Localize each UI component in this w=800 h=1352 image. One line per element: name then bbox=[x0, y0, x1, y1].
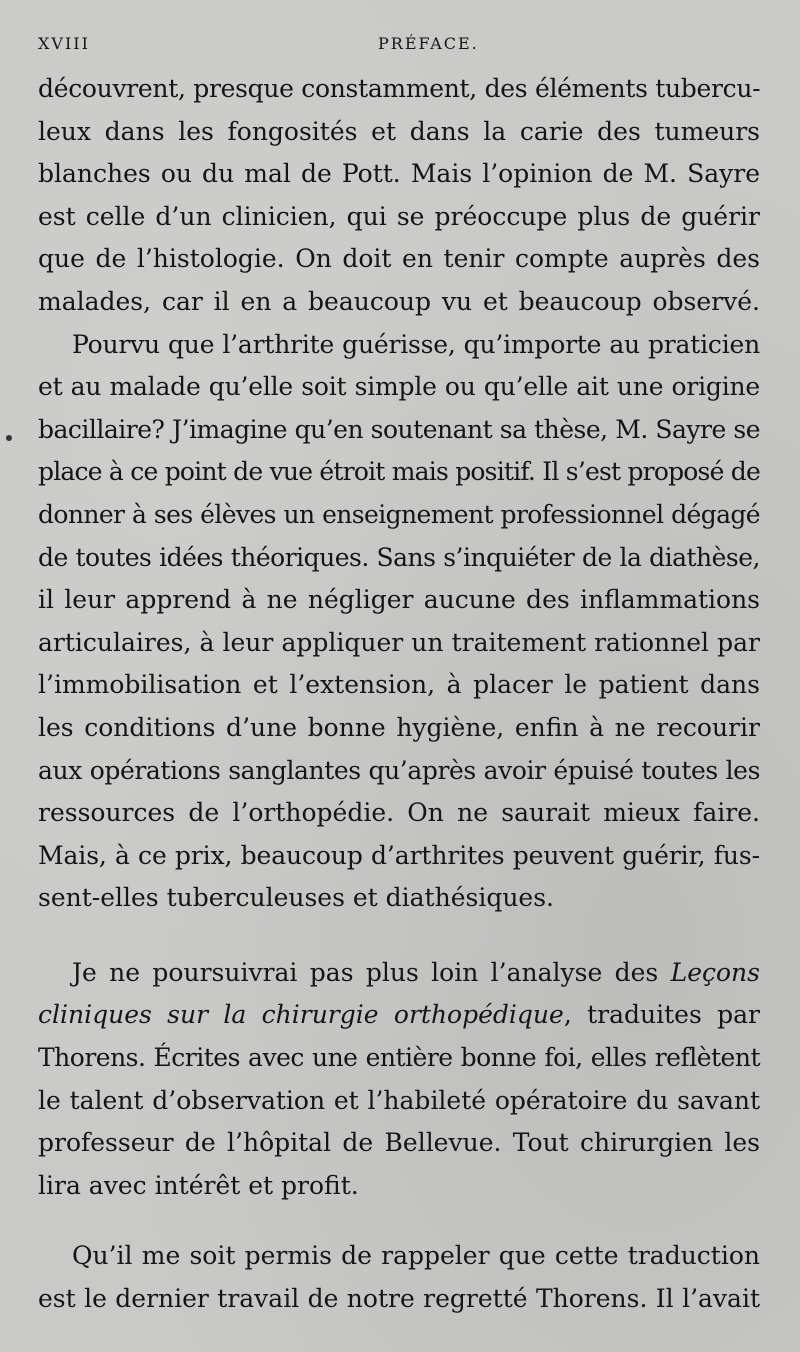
paragraph-spacing bbox=[38, 1207, 760, 1235]
text-line: blanches ou du mal de Pott. Mais l’opinion de M. Sayre bbox=[38, 159, 760, 189]
text-line: les conditions d’une bonne hygiène, enfin à ne recourir bbox=[38, 712, 760, 742]
text-line: sent-elles tuberculeuses et diathésiques. bbox=[38, 883, 555, 913]
text-line: est le dernier travail de notre regretté Thorens. Il l’avait bbox=[38, 1284, 760, 1314]
body-text bbox=[38, 68, 760, 1321]
running-head bbox=[38, 34, 762, 56]
text-line: est celle d’un clinicien, qui se préoccupe plus de guérir bbox=[38, 201, 760, 231]
text-line: aux opérations sanglantes qu’après avoir épuisé toutes les bbox=[38, 755, 760, 785]
text-line: de toutes idées théoriques. Sans s’inquiéter de la diathèse, bbox=[38, 542, 760, 572]
text-line: Qu’il me soit permis de rappeler que cette traduction bbox=[72, 1241, 760, 1271]
text-line: ressources de l’orthopédie. On ne saurait mieux faire. bbox=[38, 798, 760, 828]
text-line: découvrent, presque constamment, des éléments tubercu- bbox=[38, 74, 761, 103]
text-line: Mais, à ce prix, beaucoup d’arthrites peuvent guérir, fus- bbox=[38, 840, 760, 870]
text-line: Thorens. Écrites avec une entière bonne foi, elles reflètent bbox=[38, 1043, 760, 1073]
text-line: articulaires, à leur appliquer un traitement rationnel par bbox=[38, 627, 760, 657]
text-line: l’immobilisation et l’extension, à placer le patient dans bbox=[38, 670, 760, 700]
ink-speck bbox=[6, 435, 12, 441]
text-line: que de l’histologie. On doit en tenir compte auprès des bbox=[38, 244, 760, 274]
text-line: leux dans les fongosités et dans la carie des tumeurs bbox=[38, 116, 760, 146]
book-title-italic: Leçons bbox=[670, 957, 760, 987]
running-title: PRÉFACE. bbox=[378, 34, 479, 53]
paragraph-2 bbox=[38, 324, 760, 920]
text-run: Je ne poursuivrai pas plus loin l’analyse des bbox=[72, 957, 671, 987]
paragraph-3 bbox=[38, 952, 760, 1208]
text-line: malades, car il en a beaucoup vu et beaucoup observé. bbox=[38, 286, 760, 316]
text-line: place à ce point de vue étroit mais positif. Il s’est proposé de bbox=[38, 457, 760, 487]
text-line: le talent d’observation et l’habileté opératoire du savant bbox=[38, 1085, 760, 1115]
text-line: Pourvu que l’arthrite guérisse, qu’importe au praticien bbox=[72, 329, 760, 359]
text-line: donner à ses élèves un enseignement professionnel dégagé bbox=[38, 499, 760, 529]
text-line: et au malade qu’elle soit simple ou qu’elle ait une origine bbox=[38, 372, 760, 402]
text-line: lira avec intérêt et profit. bbox=[38, 1170, 359, 1200]
page-number: XVIII bbox=[38, 34, 90, 53]
text-line: il leur apprend à ne négliger aucune des inflammations bbox=[38, 585, 760, 615]
book-title-italic: cliniques sur la chirurgie orthopédique bbox=[38, 1000, 564, 1030]
text-line bbox=[38, 952, 760, 995]
paragraph-spacing bbox=[38, 920, 760, 952]
text-run: , traduites par bbox=[563, 1000, 760, 1030]
text-line: professeur de l’hôpital de Bellevue. Tout chirurgien les bbox=[38, 1128, 760, 1158]
paragraph-4 bbox=[38, 1235, 760, 1320]
text-line bbox=[38, 994, 760, 1037]
paragraph-1 bbox=[38, 68, 760, 324]
text-line: bacillaire? J’imagine qu’en soutenant sa thèse, M. Sayre se bbox=[38, 414, 760, 444]
